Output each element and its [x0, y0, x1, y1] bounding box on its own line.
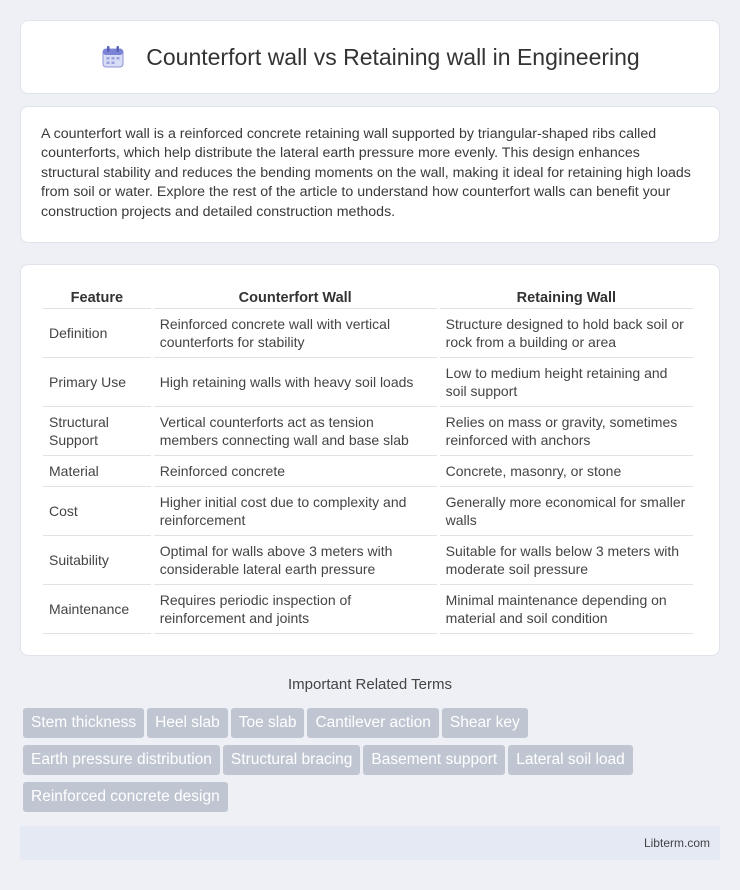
- row-counterfort: Optimal for walls above 3 meters with considerable lateral earth pressure: [154, 536, 437, 585]
- row-retaining: Structure designed to hold back soil or rock from a building or area: [440, 309, 693, 358]
- row-counterfort: Vertical counterforts act as tension members connecting wall and base slab: [154, 407, 437, 456]
- row-feature: Primary Use: [43, 358, 151, 407]
- row-counterfort: Reinforced concrete wall with vertical counterforts for stability: [154, 309, 437, 358]
- tag-stem-thickness[interactable]: Stem thickness: [23, 708, 144, 738]
- table-header-row: [43, 285, 693, 309]
- page-title: Counterfort wall vs Retaining wall in Engineering: [146, 43, 640, 70]
- row-feature: Definition: [43, 309, 151, 358]
- row-retaining: Relies on mass or gravity, sometimes reinforced with anchors: [440, 407, 693, 456]
- table-row: [43, 358, 693, 407]
- header-feature: Feature: [43, 285, 151, 309]
- related-terms-list: [23, 708, 723, 819]
- tag-structural-bracing[interactable]: Structural bracing: [223, 745, 360, 775]
- row-feature: Maintenance: [43, 585, 151, 634]
- calendar-icon: [100, 44, 126, 70]
- row-counterfort: Requires periodic inspection of reinforcement and joints: [154, 585, 437, 634]
- tag-reinforced-concrete-design[interactable]: Reinforced concrete design: [23, 782, 228, 812]
- row-counterfort: Reinforced concrete: [154, 456, 437, 487]
- row-retaining: Suitable for walls below 3 meters with moderate soil pressure: [440, 536, 693, 585]
- row-counterfort: Higher initial cost due to complexity and reinforcement: [154, 487, 437, 536]
- intro-card: [20, 106, 720, 243]
- title-card: [20, 20, 720, 94]
- table-row: [43, 585, 693, 634]
- comparison-card: [20, 264, 720, 656]
- tag-toe-slab[interactable]: Toe slab: [231, 708, 305, 738]
- row-feature: Material: [43, 456, 151, 487]
- row-feature: Suitability: [43, 536, 151, 585]
- row-feature: Cost: [43, 487, 151, 536]
- tag-cantilever-action[interactable]: Cantilever action: [307, 708, 438, 738]
- row-retaining: Concrete, masonry, or stone: [440, 456, 693, 487]
- table-row: [43, 309, 693, 358]
- tag-shear-key[interactable]: Shear key: [442, 708, 528, 738]
- tag-lateral-soil-load[interactable]: Lateral soil load: [508, 745, 633, 775]
- row-retaining: Minimal maintenance depending on material and soil condition: [440, 585, 693, 634]
- table-row: [43, 536, 693, 585]
- row-retaining: Low to medium height retaining and soil support: [440, 358, 693, 407]
- tag-heel-slab[interactable]: Heel slab: [147, 708, 228, 738]
- table-row: [43, 487, 693, 536]
- row-counterfort: High retaining walls with heavy soil loads: [154, 358, 437, 407]
- tag-basement-support[interactable]: Basement support: [363, 745, 505, 775]
- intro-paragraph: A counterfort wall is a reinforced concrete retaining wall supported by triangular-shaped ribs called counterforts, which help distribute the lateral earth pressure more evenly. This design enhances structural stability and reduces the bending moments on the wall, making it ideal for retaining high loads from soil or water. Explore the rest of the article to understand how counterfort walls can benefit your construction projects and detailed construction methods.: [41, 126, 691, 220]
- comparison-table: [40, 285, 696, 634]
- row-retaining: Generally more economical for smaller walls: [440, 487, 693, 536]
- header-retaining-wall: Retaining Wall: [440, 285, 693, 309]
- footer-brand[interactable]: Libterm.com: [643, 836, 710, 850]
- header-counterfort-wall: Counterfort Wall: [154, 285, 437, 309]
- table-row: [43, 456, 693, 487]
- related-terms-title: Important Related Terms: [288, 676, 452, 693]
- footer: [20, 826, 720, 860]
- tag-earth-pressure-distribution[interactable]: Earth pressure distribution: [23, 745, 220, 775]
- table-row: [43, 407, 693, 456]
- row-feature: Structural Support: [43, 407, 151, 456]
